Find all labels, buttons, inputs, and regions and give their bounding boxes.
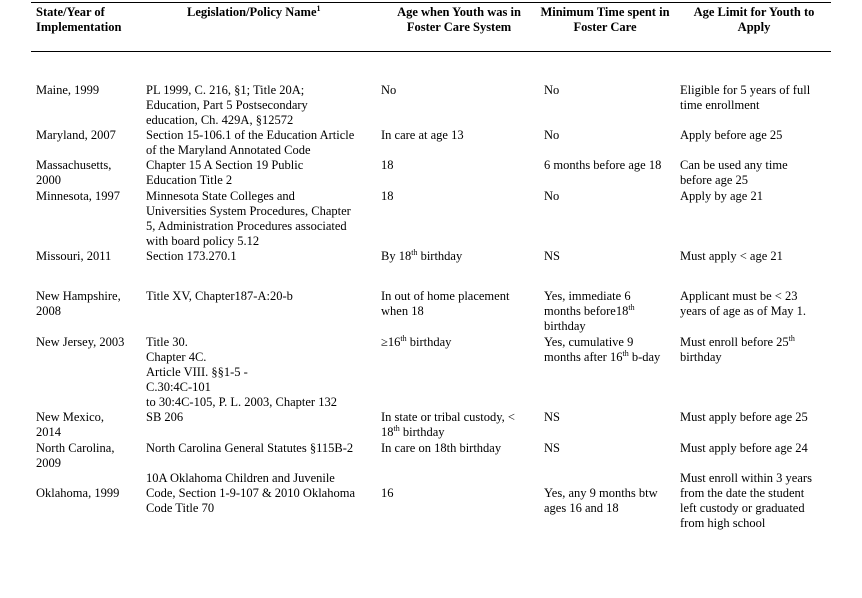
age-limit-cell: Applicant must be < 23 years of age as of May 1. bbox=[680, 289, 806, 318]
age-cell: 16 bbox=[381, 486, 394, 500]
legislation-cell: Section 15-106.1 of the Education Article of the Maryland Annotated Code bbox=[146, 128, 355, 157]
header-age-in-care: Age when Youth was in Foster Care System bbox=[397, 5, 521, 34]
header-legislation: Legislation/Policy Name$^1$ bbox=[187, 3, 321, 19]
age-cell: 18 bbox=[381, 189, 394, 203]
legislation-cell: PL 1999, C. 216, §1; Title 20A; Education, Part 5 Postsecondary education, Ch. 429A, §12572 bbox=[146, 83, 308, 127]
legislation-cell: SB 206 bbox=[146, 410, 184, 424]
header-state-year: State/Year of Implementation bbox=[36, 5, 122, 34]
min-time-cell: No bbox=[544, 189, 560, 203]
age-limit-cell: Must enroll before 25th birthday bbox=[680, 333, 795, 364]
min-time-cell: No bbox=[544, 83, 560, 97]
age-limit-cell: Eligible for 5 years of full time enrollment bbox=[680, 83, 811, 112]
min-time-cell: 6 months before age 18 bbox=[544, 158, 662, 172]
header-rule bbox=[31, 51, 831, 52]
min-time-cell: Yes, cumulative 9 months after 16th b-day bbox=[544, 335, 661, 364]
age-cell: By 18th birthday bbox=[381, 247, 463, 263]
legislation-cell: Title XV, Chapter187-A:20-b bbox=[146, 289, 293, 303]
table-row-maine: Maine, 1999 bbox=[36, 83, 100, 97]
age-limit-cell: Must apply before age 24 bbox=[680, 441, 808, 455]
header-age-limit: Age Limit for Youth to Apply bbox=[693, 5, 815, 34]
age-limit-cell: Must apply < age 21 bbox=[680, 249, 783, 263]
table-row-oklahoma: Oklahoma, 1999 bbox=[36, 486, 120, 500]
legislation-cell: 10A Oklahoma Children and Juvenile Code, Section 1-9-107 & 2010 Oklahoma Code Title 70 bbox=[146, 471, 355, 515]
table-row-missouri: Missouri, 2011 bbox=[36, 249, 112, 263]
age-cell: In care on 18th birthday bbox=[381, 441, 502, 455]
age-cell: No bbox=[381, 83, 397, 97]
min-time-cell: Yes, immediate 6 months before18th birthday bbox=[544, 289, 635, 333]
age-limit-cell: Must enroll within 3 years from the date the student left custody or graduated from high school bbox=[680, 471, 812, 530]
min-time-cell: NS bbox=[544, 410, 560, 424]
min-time-cell: No bbox=[544, 128, 560, 142]
min-time-cell: Yes, any 9 months btw ages 16 and 18 bbox=[544, 486, 658, 515]
legislation-cell: Chapter 15 A Section 19 Public Education Title 2 bbox=[146, 158, 304, 187]
age-cell: In care at age 13 bbox=[381, 128, 464, 142]
age-limit-cell: Apply by age 21 bbox=[680, 189, 763, 203]
min-time-cell: NS bbox=[544, 441, 560, 455]
age-cell: In state or tribal custody, < 18th birthday bbox=[381, 410, 515, 439]
age-cell: In out of home placement when 18 bbox=[381, 289, 510, 318]
table-row-maryland: Maryland, 2007 bbox=[36, 128, 116, 142]
age-limit-cell: Must apply before age 25 bbox=[680, 410, 808, 424]
age-cell: ≥16th birthday bbox=[381, 333, 452, 349]
top-rule bbox=[31, 2, 831, 3]
min-time-cell: NS bbox=[544, 249, 560, 263]
table-row-minnesota: Minnesota, 1997 bbox=[36, 189, 121, 203]
legislation-cell: Minnesota State Colleges and Universities System Procedures, Chapter 5, Administration Procedures associated with board policy 5.12 bbox=[146, 189, 351, 248]
age-limit-cell: Can be used any time before age 25 bbox=[680, 158, 788, 187]
table-row-north-carolina: North Carolina, 2009 bbox=[36, 441, 115, 470]
legislation-cell: Title 30. Chapter 4C. Article VIII. §§1-5 - C.30:4C-101 to 30:4C-105, P. L. 2003, Chapter 132 bbox=[146, 335, 337, 409]
legislation-cell: Section 173.270.1 bbox=[146, 249, 237, 263]
table-row-new-jersey: New Jersey, 2003 bbox=[36, 335, 125, 349]
header-min-time: Minimum Time spent in Foster Care bbox=[540, 5, 670, 34]
table-row-new-mexico: New Mexico, 2014 bbox=[36, 410, 105, 439]
legislation-cell: North Carolina General Statutes §115B-2 bbox=[146, 441, 354, 455]
table-row-new-hampshire: New Hampshire, 2008 bbox=[36, 289, 121, 318]
table-row-massachusetts: Massachusetts, 2000 bbox=[36, 158, 112, 187]
age-limit-cell: Apply before age 25 bbox=[680, 128, 783, 142]
age-cell: 18 bbox=[381, 158, 394, 172]
